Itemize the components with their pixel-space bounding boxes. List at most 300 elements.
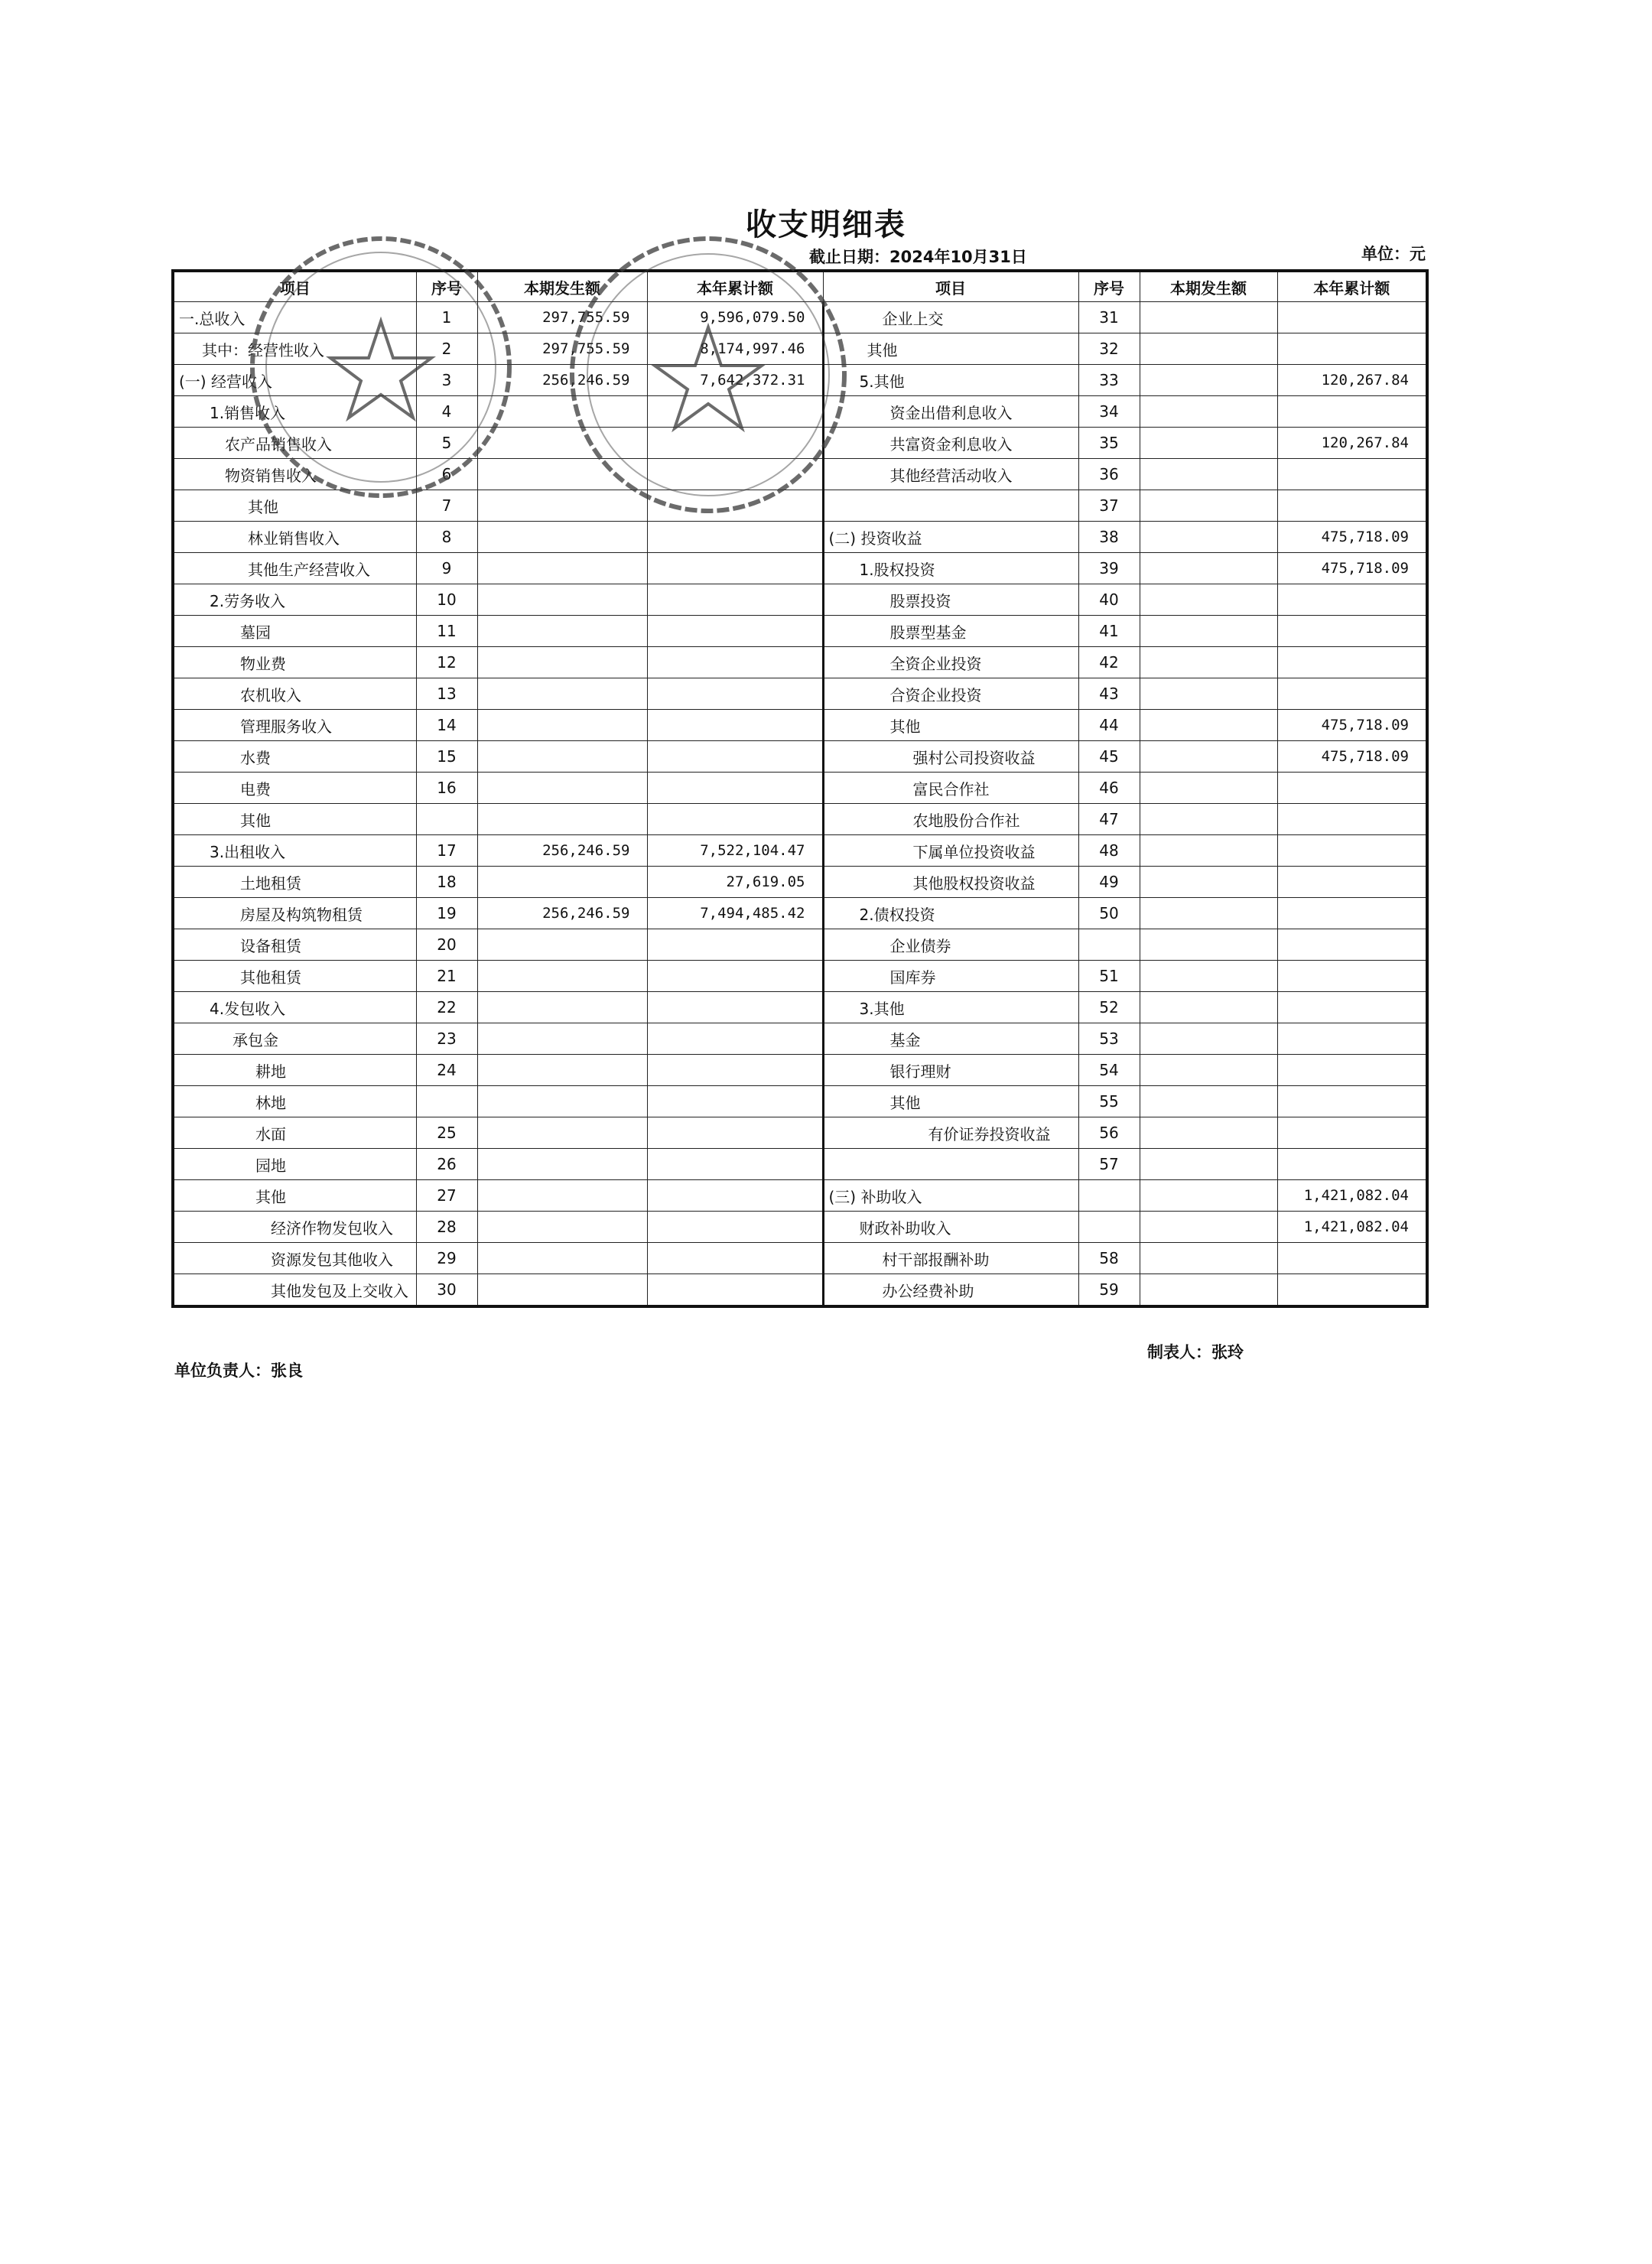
left-item-cell: 林地 xyxy=(173,1086,416,1117)
left-item-cell: 水面 xyxy=(173,1117,416,1149)
right-seq-cell: 47 xyxy=(1078,804,1140,835)
right-seq-cell: 42 xyxy=(1078,647,1140,678)
right-seq-cell: 53 xyxy=(1078,1023,1140,1055)
left-seq-cell: 1 xyxy=(416,302,477,333)
right-item-cell: 银行理财 xyxy=(823,1055,1078,1086)
left-seq-cell: 30 xyxy=(416,1274,477,1307)
right-item-cell: 3.其他 xyxy=(823,992,1078,1023)
right-ytd-cell xyxy=(1277,1274,1427,1307)
right-current-cell xyxy=(1140,365,1277,396)
right-seq-cell: 54 xyxy=(1078,1055,1140,1086)
table-row xyxy=(173,1086,1427,1117)
right-ytd-cell xyxy=(1277,867,1427,898)
table-row xyxy=(173,961,1427,992)
right-seq-cell xyxy=(1078,929,1140,961)
right-seq-cell: 49 xyxy=(1078,867,1140,898)
left-seq-cell: 24 xyxy=(416,1055,477,1086)
table-row xyxy=(173,1243,1427,1274)
left-current-cell xyxy=(477,1117,647,1149)
table-row xyxy=(173,773,1427,804)
left-ytd-cell xyxy=(647,1274,823,1307)
right-seq-cell: 56 xyxy=(1078,1117,1140,1149)
right-seq-cell: 48 xyxy=(1078,835,1140,867)
right-ytd-cell: 1,421,082.04 xyxy=(1277,1212,1427,1243)
left-item-cell: 墓园 xyxy=(173,616,416,647)
left-item-cell: 承包金 xyxy=(173,1023,416,1055)
right-current-cell xyxy=(1140,428,1277,459)
left-seq-cell: 3 xyxy=(416,365,477,396)
right-current-cell xyxy=(1140,929,1277,961)
right-current-cell xyxy=(1140,1149,1277,1180)
left-item-cell: 房屋及构筑物租赁 xyxy=(173,898,416,929)
left-current-cell xyxy=(477,804,647,835)
right-seq-cell: 41 xyxy=(1078,616,1140,647)
left-seq-cell: 15 xyxy=(416,741,477,773)
table-row xyxy=(173,710,1427,741)
left-seq-cell: 14 xyxy=(416,710,477,741)
left-item-cell: 其他 xyxy=(173,804,416,835)
right-current-cell xyxy=(1140,584,1277,616)
left-current-cell xyxy=(477,929,647,961)
income-expense-table xyxy=(171,269,1429,1308)
right-current-cell xyxy=(1140,804,1277,835)
right-ytd-cell xyxy=(1277,678,1427,710)
right-seq-cell: 45 xyxy=(1078,741,1140,773)
right-ytd-cell xyxy=(1277,1117,1427,1149)
right-current-cell xyxy=(1140,1023,1277,1055)
left-current-cell xyxy=(477,459,647,490)
right-ytd-cell xyxy=(1277,1243,1427,1274)
left-ytd-cell: 7,642,372.31 xyxy=(647,365,823,396)
left-item-cell: 林业销售收入 xyxy=(173,522,416,553)
left-item-cell: 农机收入 xyxy=(173,678,416,710)
right-item-cell: 全资企业投资 xyxy=(823,647,1078,678)
left-item-cell: 其他 xyxy=(173,1180,416,1212)
right-seq-cell: 39 xyxy=(1078,553,1140,584)
table-row xyxy=(173,616,1427,647)
left-ytd-cell xyxy=(647,710,823,741)
table-row xyxy=(173,302,1427,333)
left-seq-cell: 4 xyxy=(416,396,477,428)
left-item-cell: 其他 xyxy=(173,490,416,522)
left-ytd-cell xyxy=(647,584,823,616)
table-row xyxy=(173,333,1427,365)
table-row xyxy=(173,929,1427,961)
left-ytd-cell: 7,522,104.47 xyxy=(647,835,823,867)
left-ytd-cell xyxy=(647,1180,823,1212)
right-seq-cell: 50 xyxy=(1078,898,1140,929)
left-ytd-cell xyxy=(647,522,823,553)
right-current-cell xyxy=(1140,741,1277,773)
left-item-cell: 3.出租收入 xyxy=(173,835,416,867)
left-ytd-cell xyxy=(647,961,823,992)
left-item-cell: 4.发包收入 xyxy=(173,992,416,1023)
right-item-cell: 基金 xyxy=(823,1023,1078,1055)
left-seq-cell: 20 xyxy=(416,929,477,961)
left-current-cell: 256,246.59 xyxy=(477,898,647,929)
right-seq-cell: 57 xyxy=(1078,1149,1140,1180)
left-ytd-cell xyxy=(647,929,823,961)
table-row xyxy=(173,396,1427,428)
right-ytd-cell xyxy=(1277,616,1427,647)
right-current-cell xyxy=(1140,490,1277,522)
right-current-cell xyxy=(1140,678,1277,710)
left-item-cell: 1.销售收入 xyxy=(173,396,416,428)
left-item-cell: 其他生产经营收入 xyxy=(173,553,416,584)
right-item-cell: 有价证券投资收益 xyxy=(823,1117,1078,1149)
right-item-cell: 5.其他 xyxy=(823,365,1078,396)
right-ytd-cell xyxy=(1277,647,1427,678)
table-row xyxy=(173,553,1427,584)
left-current-cell xyxy=(477,1149,647,1180)
left-seq-cell: 25 xyxy=(416,1117,477,1149)
left-current-cell: 256,246.59 xyxy=(477,365,647,396)
right-current-cell xyxy=(1140,459,1277,490)
right-ytd-cell: 475,718.09 xyxy=(1277,710,1427,741)
left-ytd-cell xyxy=(647,804,823,835)
right-item-cell: 企业上交 xyxy=(823,302,1078,333)
table-row xyxy=(173,584,1427,616)
left-seq-cell: 26 xyxy=(416,1149,477,1180)
left-ytd-cell xyxy=(647,396,823,428)
left-seq-cell: 12 xyxy=(416,647,477,678)
right-current-cell xyxy=(1140,1274,1277,1307)
right-item-cell: 财政补助收入 xyxy=(823,1212,1078,1243)
right-ytd-cell: 475,718.09 xyxy=(1277,522,1427,553)
left-seq-cell: 18 xyxy=(416,867,477,898)
left-current-cell xyxy=(477,553,647,584)
right-item-cell: 合资企业投资 xyxy=(823,678,1078,710)
table-row xyxy=(173,647,1427,678)
right-item-cell: 其他股权投资收益 xyxy=(823,867,1078,898)
left-current-cell xyxy=(477,1212,647,1243)
right-seq-cell xyxy=(1078,1212,1140,1243)
right-item-cell: 下属单位投资收益 xyxy=(823,835,1078,867)
left-current-cell xyxy=(477,584,647,616)
left-ytd-cell: 27,619.05 xyxy=(647,867,823,898)
right-ytd-cell: 120,267.84 xyxy=(1277,428,1427,459)
left-item-cell: 其他发包及上交收入 xyxy=(173,1274,416,1307)
table-row xyxy=(173,1180,1427,1212)
left-seq-cell xyxy=(416,1086,477,1117)
left-item-cell: 农产品销售收入 xyxy=(173,428,416,459)
left-seq-cell: 11 xyxy=(416,616,477,647)
right-current-cell xyxy=(1140,961,1277,992)
left-ytd-cell: 8,174,997.46 xyxy=(647,333,823,365)
right-item-cell xyxy=(823,490,1078,522)
left-ytd-cell xyxy=(647,459,823,490)
right-item-cell: 其他 xyxy=(823,1086,1078,1117)
table-row xyxy=(173,1055,1427,1086)
left-item-cell: 物资销售收入 xyxy=(173,459,416,490)
left-seq-cell: 23 xyxy=(416,1023,477,1055)
left-current-cell xyxy=(477,710,647,741)
right-ytd-cell xyxy=(1277,929,1427,961)
right-seq-cell: 46 xyxy=(1078,773,1140,804)
left-current-cell xyxy=(477,428,647,459)
left-current-cell xyxy=(477,1243,647,1274)
left-ytd-cell xyxy=(647,428,823,459)
right-seq-cell: 31 xyxy=(1078,302,1140,333)
right-ytd-cell xyxy=(1277,1055,1427,1086)
right-current-cell xyxy=(1140,1243,1277,1274)
left-ytd-cell xyxy=(647,1117,823,1149)
table-row xyxy=(173,867,1427,898)
right-item-cell: 股票投资 xyxy=(823,584,1078,616)
preparer-signature: 制表人：张玲 xyxy=(1147,1343,1244,1361)
right-current-cell xyxy=(1140,992,1277,1023)
left-current-cell: 256,246.59 xyxy=(477,835,647,867)
right-current-cell xyxy=(1140,773,1277,804)
header-seq-left: 序号 xyxy=(416,271,477,302)
left-current-cell xyxy=(477,678,647,710)
left-ytd-cell xyxy=(647,1023,823,1055)
left-item-cell: 物业费 xyxy=(173,647,416,678)
left-seq-cell xyxy=(416,804,477,835)
left-item-cell: 经济作物发包收入 xyxy=(173,1212,416,1243)
table-row xyxy=(173,428,1427,459)
left-seq-cell: 6 xyxy=(416,459,477,490)
right-ytd-cell xyxy=(1277,584,1427,616)
table-row xyxy=(173,1023,1427,1055)
right-ytd-cell xyxy=(1277,898,1427,929)
left-current-cell: 297,755.59 xyxy=(477,302,647,333)
right-seq-cell xyxy=(1078,1180,1140,1212)
right-item-cell: 国库券 xyxy=(823,961,1078,992)
right-item-cell: 其他经营活动收入 xyxy=(823,459,1078,490)
right-item-cell: 资金出借利息收入 xyxy=(823,396,1078,428)
right-item-cell: 1.股权投资 xyxy=(823,553,1078,584)
left-ytd-cell xyxy=(647,1212,823,1243)
left-current-cell xyxy=(477,1274,647,1307)
right-current-cell xyxy=(1140,522,1277,553)
right-item-cell: 办公经费补助 xyxy=(823,1274,1078,1307)
right-seq-cell: 34 xyxy=(1078,396,1140,428)
left-seq-cell: 22 xyxy=(416,992,477,1023)
left-current-cell xyxy=(477,741,647,773)
table-row xyxy=(173,835,1427,867)
left-item-cell: 2.劳务收入 xyxy=(173,584,416,616)
currency-unit: 单位：元 xyxy=(1361,245,1426,263)
table-row xyxy=(173,678,1427,710)
left-current-cell xyxy=(477,490,647,522)
left-seq-cell: 13 xyxy=(416,678,477,710)
right-ytd-cell xyxy=(1277,333,1427,365)
left-current-cell xyxy=(477,616,647,647)
left-seq-cell: 27 xyxy=(416,1180,477,1212)
right-item-cell: 共富资金利息收入 xyxy=(823,428,1078,459)
left-seq-cell: 10 xyxy=(416,584,477,616)
right-item-cell: 股票型基金 xyxy=(823,616,1078,647)
right-seq-cell: 38 xyxy=(1078,522,1140,553)
left-seq-cell: 5 xyxy=(416,428,477,459)
right-ytd-cell xyxy=(1277,773,1427,804)
right-ytd-cell xyxy=(1277,1023,1427,1055)
left-seq-cell: 21 xyxy=(416,961,477,992)
left-current-cell xyxy=(477,773,647,804)
right-ytd-cell xyxy=(1277,961,1427,992)
left-ytd-cell xyxy=(647,741,823,773)
right-ytd-cell xyxy=(1277,804,1427,835)
right-item-cell: 富民合作社 xyxy=(823,773,1078,804)
right-current-cell xyxy=(1140,333,1277,365)
left-ytd-cell xyxy=(647,1149,823,1180)
right-ytd-cell xyxy=(1277,1086,1427,1117)
left-seq-cell: 8 xyxy=(416,522,477,553)
left-ytd-cell xyxy=(647,773,823,804)
right-ytd-cell xyxy=(1277,1149,1427,1180)
table-row xyxy=(173,804,1427,835)
table-row xyxy=(173,459,1427,490)
right-current-cell xyxy=(1140,1117,1277,1149)
right-seq-cell: 44 xyxy=(1078,710,1140,741)
right-ytd-cell: 120,267.84 xyxy=(1277,365,1427,396)
table-header xyxy=(173,271,1427,302)
right-current-cell xyxy=(1140,1180,1277,1212)
right-seq-cell: 58 xyxy=(1078,1243,1140,1274)
left-item-cell: 水费 xyxy=(173,741,416,773)
right-item-cell: (三) 补助收入 xyxy=(823,1180,1078,1212)
table-row xyxy=(173,1117,1427,1149)
right-item-cell: 强村公司投资收益 xyxy=(823,741,1078,773)
header-current-left: 本期发生额 xyxy=(477,271,647,302)
right-current-cell xyxy=(1140,867,1277,898)
left-seq-cell: 28 xyxy=(416,1212,477,1243)
right-ytd-cell xyxy=(1277,396,1427,428)
right-ytd-cell xyxy=(1277,302,1427,333)
right-item-cell: 村干部报酬补助 xyxy=(823,1243,1078,1274)
table-row xyxy=(173,522,1427,553)
left-ytd-cell: 7,494,485.42 xyxy=(647,898,823,929)
left-current-cell xyxy=(477,522,647,553)
table-row xyxy=(173,1212,1427,1243)
left-item-cell: 其他租赁 xyxy=(173,961,416,992)
left-ytd-cell xyxy=(647,1243,823,1274)
left-item-cell: 其中：经营性收入 xyxy=(173,333,416,365)
left-item-cell: 电费 xyxy=(173,773,416,804)
page-title: 收支明细表 xyxy=(746,207,906,242)
left-item-cell: 资源发包其他收入 xyxy=(173,1243,416,1274)
table-body xyxy=(173,302,1427,1307)
left-ytd-cell xyxy=(647,1086,823,1117)
header-item-left: 项目 xyxy=(173,271,416,302)
right-seq-cell: 52 xyxy=(1078,992,1140,1023)
left-ytd-cell: 9,596,079.50 xyxy=(647,302,823,333)
left-current-cell xyxy=(477,992,647,1023)
right-current-cell xyxy=(1140,1086,1277,1117)
table-row xyxy=(173,490,1427,522)
left-item-cell: 一.总收入 xyxy=(173,302,416,333)
left-ytd-cell xyxy=(647,616,823,647)
right-current-cell xyxy=(1140,1055,1277,1086)
right-seq-cell: 59 xyxy=(1078,1274,1140,1307)
right-current-cell xyxy=(1140,302,1277,333)
table-row xyxy=(173,741,1427,773)
right-current-cell xyxy=(1140,710,1277,741)
right-seq-cell: 32 xyxy=(1078,333,1140,365)
right-seq-cell: 43 xyxy=(1078,678,1140,710)
table-row xyxy=(173,365,1427,396)
right-seq-cell: 55 xyxy=(1078,1086,1140,1117)
left-ytd-cell xyxy=(647,992,823,1023)
left-current-cell: 297,755.59 xyxy=(477,333,647,365)
left-item-cell: 设备租赁 xyxy=(173,929,416,961)
right-item-cell: 农地股份合作社 xyxy=(823,804,1078,835)
right-seq-cell: 37 xyxy=(1078,490,1140,522)
left-seq-cell: 2 xyxy=(416,333,477,365)
right-ytd-cell xyxy=(1277,459,1427,490)
right-current-cell xyxy=(1140,616,1277,647)
header-ytd-left: 本年累计额 xyxy=(647,271,823,302)
left-seq-cell: 7 xyxy=(416,490,477,522)
left-seq-cell: 19 xyxy=(416,898,477,929)
left-current-cell xyxy=(477,867,647,898)
left-seq-cell: 29 xyxy=(416,1243,477,1274)
cutoff-date: 截止日期：2024年10月31日 xyxy=(809,248,1027,266)
left-current-cell xyxy=(477,396,647,428)
header-seq-right: 序号 xyxy=(1078,271,1140,302)
left-ytd-cell xyxy=(647,553,823,584)
left-seq-cell: 17 xyxy=(416,835,477,867)
right-item-cell: 其他 xyxy=(823,710,1078,741)
left-current-cell xyxy=(477,1180,647,1212)
right-seq-cell: 40 xyxy=(1078,584,1140,616)
right-current-cell xyxy=(1140,647,1277,678)
table-row xyxy=(173,1274,1427,1307)
right-item-cell: 企业债券 xyxy=(823,929,1078,961)
right-seq-cell: 33 xyxy=(1078,365,1140,396)
right-item-cell: 其他 xyxy=(823,333,1078,365)
table-row xyxy=(173,992,1427,1023)
right-seq-cell: 51 xyxy=(1078,961,1140,992)
left-current-cell xyxy=(477,1023,647,1055)
table-row xyxy=(173,1149,1427,1180)
right-ytd-cell xyxy=(1277,992,1427,1023)
right-current-cell xyxy=(1140,553,1277,584)
right-current-cell xyxy=(1140,1212,1277,1243)
left-item-cell: 耕地 xyxy=(173,1055,416,1086)
right-current-cell xyxy=(1140,835,1277,867)
left-ytd-cell xyxy=(647,647,823,678)
left-item-cell: 园地 xyxy=(173,1149,416,1180)
right-item-cell xyxy=(823,1149,1078,1180)
left-current-cell xyxy=(477,647,647,678)
table-row xyxy=(173,898,1427,929)
right-current-cell xyxy=(1140,898,1277,929)
header-item-right: 项目 xyxy=(823,271,1078,302)
left-seq-cell: 9 xyxy=(416,553,477,584)
right-ytd-cell: 475,718.09 xyxy=(1277,553,1427,584)
header-current-right: 本期发生额 xyxy=(1140,271,1277,302)
left-item-cell: 土地租赁 xyxy=(173,867,416,898)
right-item-cell: 2.债权投资 xyxy=(823,898,1078,929)
right-item-cell: (二) 投资收益 xyxy=(823,522,1078,553)
right-seq-cell: 35 xyxy=(1078,428,1140,459)
right-ytd-cell xyxy=(1277,490,1427,522)
right-ytd-cell xyxy=(1277,835,1427,867)
right-ytd-cell: 475,718.09 xyxy=(1277,741,1427,773)
left-current-cell xyxy=(477,1055,647,1086)
right-ytd-cell: 1,421,082.04 xyxy=(1277,1180,1427,1212)
header-ytd-right: 本年累计额 xyxy=(1277,271,1427,302)
left-ytd-cell xyxy=(647,1055,823,1086)
left-ytd-cell xyxy=(647,678,823,710)
unit-head-signature: 单位负责人：张良 xyxy=(174,1361,303,1380)
left-current-cell xyxy=(477,1086,647,1117)
left-item-cell: (一) 经营收入 xyxy=(173,365,416,396)
left-item-cell: 管理服务收入 xyxy=(173,710,416,741)
left-current-cell xyxy=(477,961,647,992)
